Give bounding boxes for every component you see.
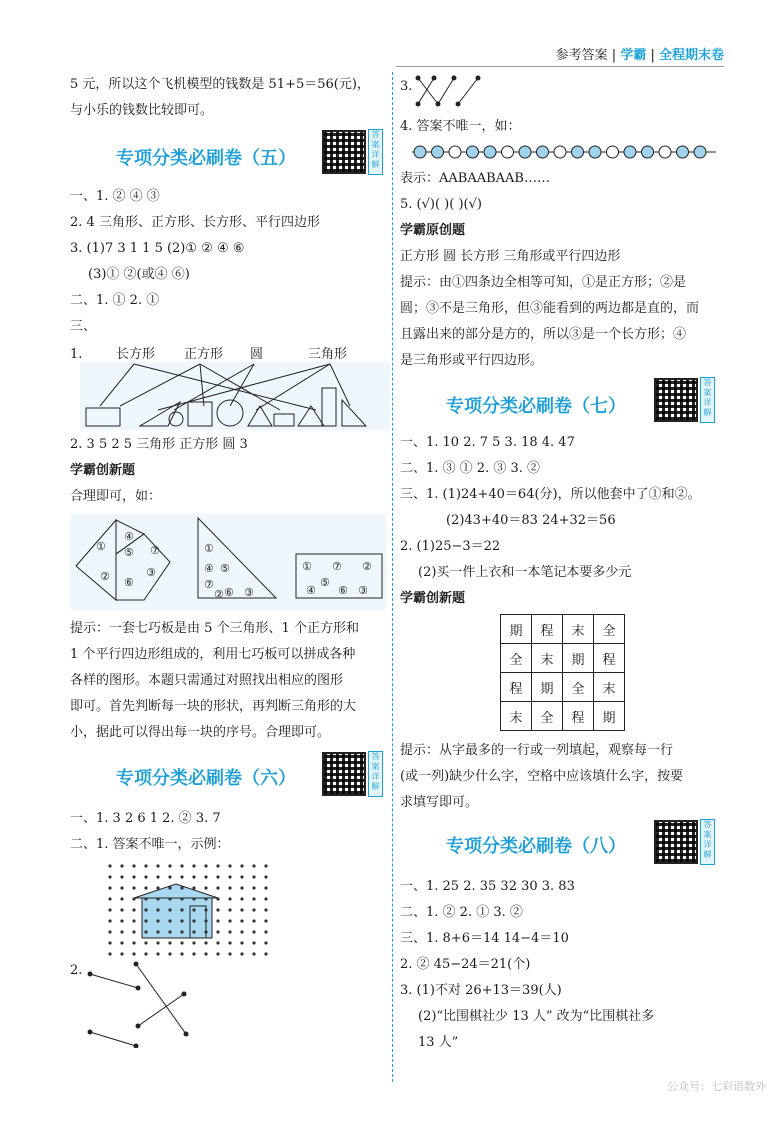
bead-a: [642, 146, 654, 158]
s8-line-5: 3. (1)不对 26+13＝39(人): [400, 983, 562, 998]
grid-dot: [216, 897, 219, 900]
s6-line-3: 2.: [70, 963, 83, 978]
grid-dot: [228, 864, 231, 867]
grid-dot: [204, 897, 207, 900]
grid-dot: [216, 941, 219, 944]
grid-dot: [144, 897, 147, 900]
tip5-line-2: 1 个平行四边形组成的，利用七巧板可以拼成各种: [70, 647, 356, 662]
grid-dot: [132, 864, 135, 867]
grid-dot: [264, 897, 267, 900]
svg-text:⑦: ⑦: [150, 544, 160, 557]
grid-dot: [180, 941, 183, 944]
bead-a: [519, 146, 531, 158]
bead-a: [467, 146, 479, 158]
r-line-3: 表示：AABAABAAB……: [400, 171, 550, 186]
grid-dot: [252, 875, 255, 878]
watermark: 公众号：七彩语数外: [667, 1080, 766, 1093]
svg-text:①: ①: [96, 540, 106, 553]
svg-text:①: ①: [204, 542, 214, 555]
tip7-line-3: 求填写即可。: [400, 795, 479, 810]
grid-dot: [132, 941, 135, 944]
s8-line-6: (2)“比围棋社少 13 人” 改为“比围棋社多: [418, 1009, 655, 1024]
grid-dot: [264, 941, 267, 944]
grid-dot: [216, 864, 219, 867]
bead-a: [537, 146, 549, 158]
grid-dot: [132, 897, 135, 900]
svg-text:⑦: ⑦: [332, 560, 342, 573]
grid-dot: [108, 875, 111, 878]
grid-dot: [252, 886, 255, 889]
grid-dot: [144, 930, 147, 933]
grid-dot: [144, 908, 147, 911]
grid-dot: [144, 864, 147, 867]
grid-dot: [192, 886, 195, 889]
qr-code-6[interactable]: [322, 752, 366, 796]
grid-dot: [120, 930, 123, 933]
grid-dot: [156, 919, 159, 922]
grid-dot: [144, 941, 147, 944]
grid-dot: [228, 897, 231, 900]
bead-b: [502, 146, 514, 158]
s7-line-1: 一、1. 10 2. 7 5 3. 18 4. 47: [400, 435, 575, 450]
header-rule: [396, 66, 724, 67]
tip7-line-1: 提示：从字最多的一行或一列填起，观察每一行: [400, 743, 674, 758]
svg-text:⑥: ⑥: [124, 576, 134, 589]
s8-line-7: 13 人”: [418, 1035, 459, 1050]
bead-b: [659, 146, 671, 158]
svg-text:⑥: ⑥: [338, 584, 348, 597]
svg-text:②: ②: [100, 570, 110, 583]
section-8-title: 专项分类必刷卷（八）: [446, 836, 626, 857]
s7-subheading: 学霸创新题: [400, 591, 466, 606]
section-7-title: 专项分类必刷卷（七）: [446, 396, 626, 417]
grid-dot: [168, 864, 171, 867]
grid-dot: [240, 875, 243, 878]
bead-a: [414, 146, 426, 158]
grid-dot: [240, 908, 243, 911]
grid-dot: [108, 886, 111, 889]
grid-dot: [132, 930, 135, 933]
grid-dot: [180, 886, 183, 889]
grid-dot: [240, 886, 243, 889]
grid-dot: [168, 941, 171, 944]
s7-line-2: 二、1. ③ ① 2. ③ 3. ②: [400, 461, 541, 476]
s5-line-8: 合理即可，如：: [70, 489, 162, 504]
grid-dot: [252, 930, 255, 933]
r-line-1: 3.: [400, 79, 413, 94]
grid-dot: [216, 952, 219, 955]
grid-dot: [108, 864, 111, 867]
bead-a: [484, 146, 496, 158]
grid-dot: [240, 864, 243, 867]
grid-dot: [252, 919, 255, 922]
grid-dot: [204, 919, 207, 922]
svg-text:⑦: ⑦: [204, 578, 214, 591]
s8-line-4: 2. ② 45−24＝21(个): [400, 957, 531, 972]
s5-match-num: 1.: [70, 347, 83, 362]
section-6-title: 专项分类必刷卷（六）: [116, 768, 296, 789]
grid-dot: [252, 897, 255, 900]
s5-subheading: 学霸创新题: [70, 463, 136, 478]
grid-dot: [240, 941, 243, 944]
svg-text:④: ④: [124, 530, 134, 543]
column-divider: [392, 72, 393, 1082]
tip5-line-1: 提示：一套七巧板是由 5 个三角形、1 个正方形和: [70, 621, 359, 636]
svg-text:⑤: ⑤: [320, 576, 330, 589]
tip6-line-4: 是三角形或平行四边形。: [400, 353, 544, 368]
grid-dot: [228, 919, 231, 922]
bead-a: [572, 146, 584, 158]
bead-b: [554, 146, 566, 158]
grid-dot: [168, 875, 171, 878]
grid-dot: [156, 875, 159, 878]
grid-dot: [264, 930, 267, 933]
grid-dot: [240, 919, 243, 922]
tip5-line-5: 小，据此可以得出每一块的序号。合理即可。: [70, 725, 331, 740]
zigzag-figure: [414, 74, 494, 108]
bead-b: [449, 146, 461, 158]
grid-dot: [180, 897, 183, 900]
grid-dot: [192, 908, 195, 911]
grid-dot: [168, 952, 171, 955]
r-line-4: 5. (√)( )( )(√): [400, 197, 482, 212]
s5-line-5: 二、1. ① 2. ①: [70, 293, 160, 308]
grid-dot: [240, 897, 243, 900]
tangram-figures: [70, 514, 386, 610]
s5-line-3: 3. (1)7 3 1 1 5 (2)① ② ④ ⑥: [70, 241, 245, 256]
grid-dot: [228, 930, 231, 933]
grid-dot: [252, 941, 255, 944]
r-line-5: 正方形 圆 长方形 三角形或平行四边形: [400, 249, 621, 264]
s7-line-5: 2. (1)25−3＝22: [400, 539, 501, 554]
s8-line-2: 二、1. ② 2. ① 3. ②: [400, 905, 523, 920]
qr-code-8[interactable]: [654, 820, 698, 864]
grid-dot: [228, 952, 231, 955]
grid-dot: [204, 930, 207, 933]
grid-dot: [120, 864, 123, 867]
grid-dot: [180, 919, 183, 922]
grid-dot: [216, 919, 219, 922]
grid-dot: [156, 897, 159, 900]
s5-line-1: 一、1. ② ④ ③: [70, 189, 160, 204]
grid-dot: [180, 864, 183, 867]
grid-dot: [204, 941, 207, 944]
tip6-line-2: 圆；③不是三角形，但③能看到的两边都是直的，而: [400, 301, 700, 316]
bead-a: [589, 146, 601, 158]
grid-dot: [204, 908, 207, 911]
header-left: 参考答案: [555, 48, 608, 63]
grid-dot: [144, 875, 147, 878]
tip6-line-1: 提示：由①四条边全相等可知，①是正方形；②是: [400, 275, 687, 290]
bead-a: [677, 146, 689, 158]
qr-tag-7: 答案详解: [700, 377, 715, 423]
tip5-line-4: 即可。首先判断每一块的形状，再判断三角形的大: [70, 699, 357, 714]
s8-line-1: 一、1. 25 2. 35 32 30 3. 83: [400, 879, 575, 894]
qr-code-5[interactable]: [322, 130, 366, 174]
grid-dot: [204, 886, 207, 889]
grid-dot: [192, 919, 195, 922]
s7-line-4: (2)43+40＝83 24+32＝56: [446, 513, 616, 528]
grid-dot: [264, 908, 267, 911]
svg-text:⑥: ⑥: [224, 586, 234, 599]
grid-dot: [132, 886, 135, 889]
grid-dot: [132, 875, 135, 878]
header-right: 全程期末卷: [658, 48, 724, 63]
qr-tag-6: 答案详解: [368, 751, 383, 797]
svg-text:③: ③: [244, 586, 254, 599]
grid-dot: [204, 952, 207, 955]
s6-line-1: 一、1. 3 2 6 1 2. ② 3. 7: [70, 811, 221, 826]
grid-dot: [120, 941, 123, 944]
grid-dot: [192, 941, 195, 944]
grid-dot: [168, 886, 171, 889]
grid-dot: [108, 908, 111, 911]
grid-dot: [204, 875, 207, 878]
svg-text:①: ①: [302, 560, 312, 573]
grid-dot: [120, 919, 123, 922]
grid-dot: [108, 952, 111, 955]
s7-line-3: 三、1. (1)24+40＝64(分)，所以他套中了①和②。: [400, 487, 701, 502]
grid-dot: [228, 908, 231, 911]
grid-dot: [144, 886, 147, 889]
grid-dot: [264, 875, 267, 878]
grid-dot: [108, 919, 111, 922]
svg-text:②: ②: [214, 588, 224, 601]
grid-dot: [156, 941, 159, 944]
word-grid: 期 程 末 全 全 末 期 程 程 期 全 末 末 全 程 期: [500, 614, 625, 731]
grid-dot: [228, 941, 231, 944]
grid-dot: [180, 908, 183, 911]
grid-dot: [216, 875, 219, 878]
grid-dot: [192, 952, 195, 955]
grid-dot: [156, 952, 159, 955]
bead-a: [624, 146, 636, 158]
grid-dot: [264, 886, 267, 889]
qr-code-7[interactable]: [654, 378, 698, 422]
page-header: 参考答案 | 学霸 | 全程期末卷: [555, 48, 724, 63]
s6-line-2: 二、1. 答案不唯一，示例：: [70, 837, 230, 852]
grid-dot: [108, 897, 111, 900]
grid-dot: [144, 919, 147, 922]
svg-text:③: ③: [146, 566, 156, 579]
grid-dot: [192, 930, 195, 933]
svg-text:④: ④: [306, 584, 316, 597]
grid-dot: [132, 919, 135, 922]
r-subheading-1: 学霸原创题: [400, 223, 466, 238]
grid-dot: [240, 930, 243, 933]
grid-dot: [168, 897, 171, 900]
grid-dot: [216, 908, 219, 911]
grid-dot: [252, 952, 255, 955]
grid-dot: [216, 930, 219, 933]
s5-line-7: 2. 3 5 2 5 三角形 正方形 圆 3: [70, 437, 248, 452]
grid-dot: [264, 952, 267, 955]
grid-dot: [156, 908, 159, 911]
grid-dot: [132, 952, 135, 955]
grid-dot: [264, 919, 267, 922]
grid-dot: [204, 864, 207, 867]
grid-dot: [120, 952, 123, 955]
qr-tag-5: 答案详解: [368, 129, 383, 175]
grid-dot: [132, 908, 135, 911]
grid-dot: [192, 864, 195, 867]
svg-text:④: ④: [204, 562, 214, 575]
r-line-2: 4. 答案不唯一，如：: [400, 119, 521, 134]
tip7-line-2: (或一列)缺少什么字，空格中应该填什么字，按要: [400, 769, 684, 784]
line-segments-figure: [84, 958, 194, 1048]
bead-b: [607, 146, 619, 158]
s5-line-4: (3)① ②(或④ ⑥): [88, 267, 190, 282]
section-5-title: 专项分类必刷卷（五）: [116, 148, 296, 169]
svg-text:⑤: ⑤: [220, 562, 230, 575]
tip6-line-3: 且露出来的部分是方的，所以③是一个长方形；④: [400, 327, 687, 342]
grid-dot: [192, 875, 195, 878]
match-label-circle: 圆: [250, 347, 264, 362]
grid-dot: [168, 908, 171, 911]
match-label-triangle: 三角形: [308, 347, 348, 362]
grid-dot: [264, 864, 267, 867]
bead-a: [694, 146, 706, 158]
dot-grid-house: [104, 862, 274, 956]
grid-dot: [168, 919, 171, 922]
grid-dot: [228, 875, 231, 878]
intro-line-1: 5 元，所以这个飞机模型的钱数是 51+5＝56(元)，: [70, 77, 370, 92]
grid-dot: [252, 864, 255, 867]
s7-line-6: (2)买一件上衣和一本笔记本要多少元: [418, 565, 632, 580]
grid-dot: [216, 886, 219, 889]
header-brand: 学霸: [620, 48, 647, 63]
grid-dot: [144, 952, 147, 955]
grid-dot: [120, 908, 123, 911]
grid-dot: [120, 897, 123, 900]
shape-matching-figure: [80, 362, 390, 430]
grid-dot: [252, 908, 255, 911]
grid-dot: [240, 952, 243, 955]
s8-line-3: 三、1. 8+6＝14 14−4＝10: [400, 931, 569, 946]
grid-dot: [180, 952, 183, 955]
match-label-rectangle: 长方形: [116, 347, 156, 362]
grid-dot: [192, 897, 195, 900]
grid-dot: [156, 930, 159, 933]
bead-a: [432, 146, 444, 158]
intro-line-2: 与小乐的钱数比较即可。: [70, 103, 214, 118]
bead-pattern: [412, 142, 716, 162]
qr-tag-8: 答案详解: [700, 819, 715, 865]
s5-line-2: 2. 4 三角形、正方形、长方形、平行四边形: [70, 215, 320, 230]
grid-dot: [108, 930, 111, 933]
grid-dot: [120, 875, 123, 878]
grid-dot: [168, 930, 171, 933]
s5-line-6: 三、: [70, 319, 97, 334]
grid-dot: [120, 886, 123, 889]
svg-text:③: ③: [358, 584, 368, 597]
grid-dot: [180, 930, 183, 933]
tip5-line-3: 各样的图形。本题只需通过对照找出相应的图形: [70, 673, 344, 688]
grid-dot: [156, 886, 159, 889]
svg-text:⑤: ⑤: [124, 546, 134, 559]
match-label-square: 正方形: [184, 347, 224, 362]
grid-dot: [180, 875, 183, 878]
grid-dot: [228, 886, 231, 889]
grid-dot: [156, 864, 159, 867]
svg-text:②: ②: [362, 560, 372, 573]
grid-dot: [108, 941, 111, 944]
